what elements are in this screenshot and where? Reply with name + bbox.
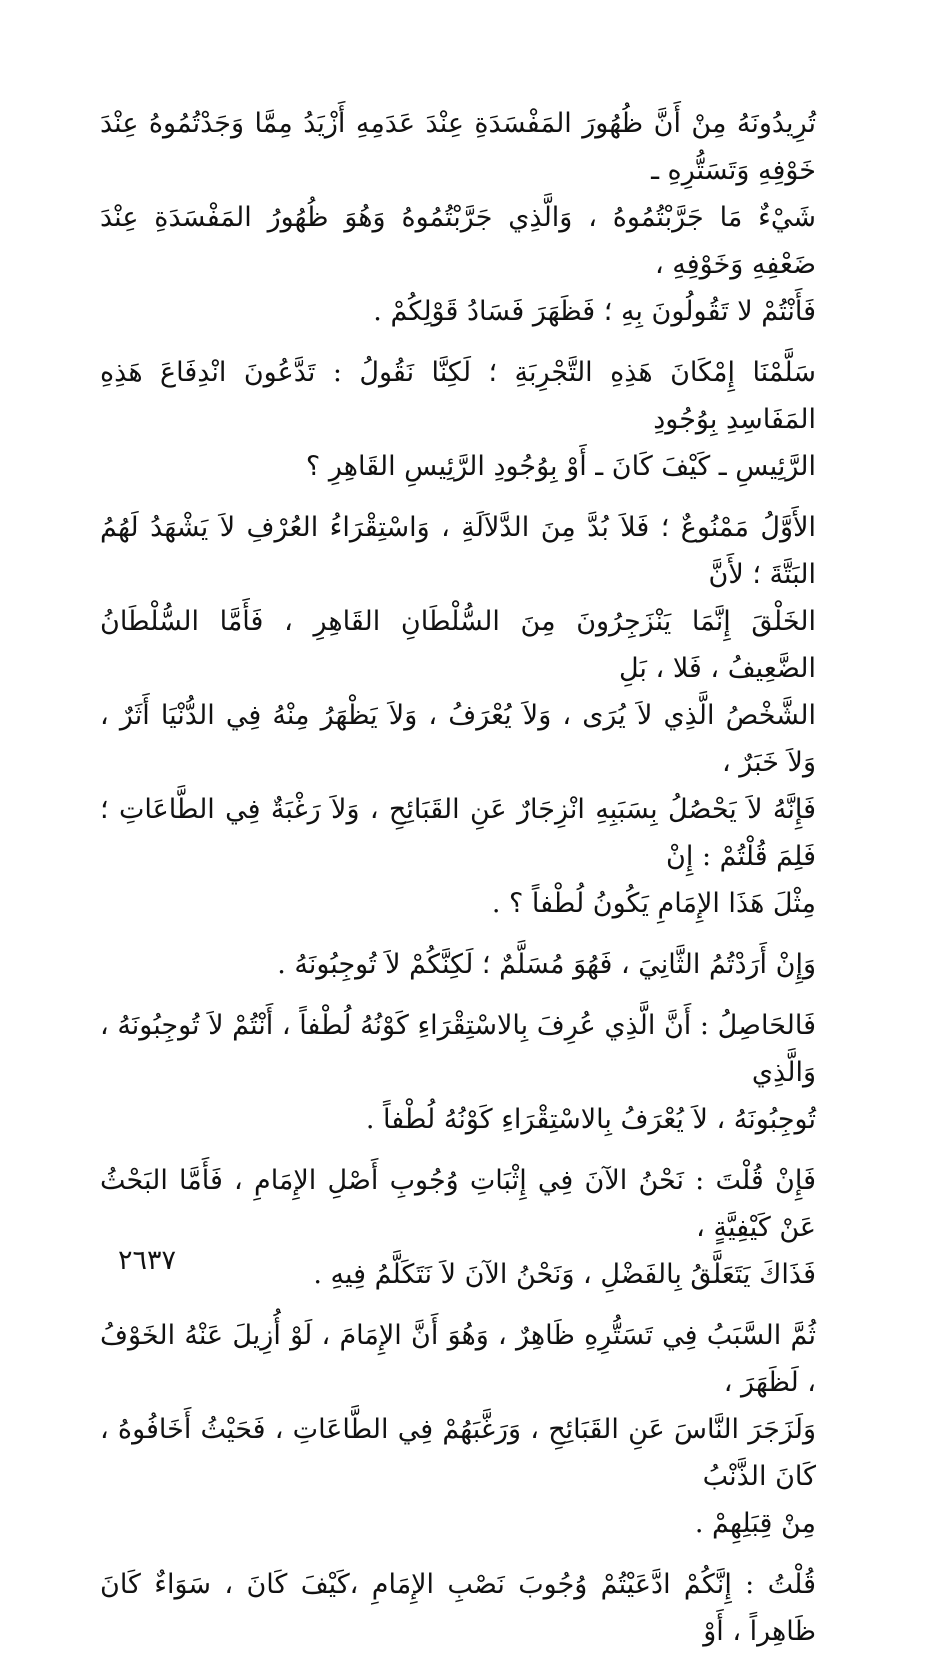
text-line: فَإِنْ قُلْتَ : نَحْنُ الآنَ فِي إِثْبَاتِ وُجُوبِ أَصْلِ الإِمَامِ ، فَأَمَّا البَحْثُ عَنْ كَيْفِيَّةٍ ، — [100, 1165, 816, 1243]
paragraph-5 — [100, 1002, 816, 1143]
paragraph-3 — [100, 504, 816, 927]
text-line: الرَّئِيسِ ـ كَيْفَ كَانَ ـ أَوْ بِوُجُودِ الرَّئِيسِ القَاهِرِ ؟ — [305, 451, 816, 482]
paragraph-7 — [100, 1312, 816, 1547]
text-line: تُوجِبُونَهُ ، لاَ يُعْرَفُ بِالاسْتِقْرَاءِ كَوْنُهُ لُطْفاً . — [365, 1104, 816, 1135]
text-line: قُلْتُ : إِنَّكُمْ ادَّعَيْتُمْ وُجُوبَ نَصْبِ الإِمَامِ ،كَيْفَ كَانَ ، سَوَاءٌ كَانَ ظَاهِراً ، أَوْ — [100, 1569, 816, 1647]
text-line: الأَوَّلُ مَمْنُوعٌ ؛ فَلاَ بُدَّ مِنَ الدَّلاَلَةِ ، وَاسْتِقْرَاءُ العُرْفِ لاَ يَشْهَدُ لَهُمُ البَتَّةَ ؛ لأَنَّ — [100, 512, 816, 590]
text-line: فَإِنَّهُ لاَ يَحْصُلُ بِسَبَبِهِ انْزِجَارٌ عَنِ القَبَائِحِ ، وَلاَ رَغْبَةٌ فِي الطَّاعَاتِ ؛ فَلِمَ قُلْتُمْ : إِنْ — [100, 794, 816, 872]
text-line: فَذَاكَ يَتَعَلَّقُ بِالفَضْلِ ، وَنَحْنُ الآنَ لاَ نَتَكَلَّمُ فِيهِ . — [313, 1259, 816, 1290]
text-line: ثُمَّ السَّبَبُ فِي تَسَتُّرِهِ ظَاهِرٌ ، وَهُوَ أَنَّ الإِمَامَ ، لَوْ أُزِيلَ عَنْهُ الخَوْفُ ، لَظَهَرَ ، — [100, 1320, 816, 1398]
text-line: فَالحَاصِلُ : أَنَّ الَّذِي عُرِفَ بِالاسْتِقْرَاءِ كَوْنُهُ لُطْفاً ، أَنْتُمْ لاَ تُوجِبُونَهُ ، وَالَّذِي — [100, 1010, 816, 1088]
paragraph-8 — [100, 1561, 816, 1655]
text-line: تُرِيدُونَهُ مِنْ أَنَّ ظُهُورَ المَفْسَدَةِ عِنْدَ عَدَمِهِ أَزْيَدُ مِمَّا وَجَدْتُمُوهُ عِنْدَ خَوْفِهِ وَتَسَتُّرِهِ ـ — [100, 108, 816, 186]
text-line: وَلَزَجَرَ النَّاسَ عَنِ القَبَائِحِ ، وَرَغَّبَهُمْ فِي الطَّاعَاتِ ، فَحَيْثُ أَخَافُوهُ ، كَانَ الذَّنْبُ — [100, 1414, 816, 1492]
page-number: ٢٦٣٧ — [118, 1245, 177, 1276]
text-line: سَلَّمْنَا إِمْكَانَ هَذِهِ التَّجْرِبَةِ ؛ لَكِنَّا نَقُولُ : تَدَّعُونَ انْدِفَاعَ هَذِهِ المَفَاسِدِ بِوُجُودِ — [100, 357, 816, 435]
paragraph-6 — [100, 1157, 816, 1298]
text-line: شَيْءٌ مَا جَرَّبْتُمُوهُ ، وَالَّذِي جَرَّبْتُمُوهُ وَهُوَ ظُهُورُ المَفْسَدَةِ عِنْدَ ضَعْفِهِ وَخَوْفِهِ ، — [100, 202, 816, 280]
paragraph-2 — [100, 349, 816, 490]
text-line: الخَلْقَ إِنَّمَا يَنْزَجِرُونَ مِنَ السُّلْطَانِ القَاهِرِ ، فَأَمَّا السُّلْطَانُ الضَّعِيفُ ، فَلا ، بَلِ — [100, 606, 816, 684]
text-line: مِنْ قِبَلِهِمْ . — [694, 1508, 816, 1539]
text-line: مِثْلَ هَذَا الإِمَامِ يَكُونُ لُطْفاً ؟ . — [491, 888, 816, 919]
text-line: الشَّخْصُ الَّذِي لاَ يُرَى ، وَلاَ يُعْرَفُ ، وَلاَ يَظْهَرُ مِنْهُ فِي الدُّنْيَا أَثَرٌ ، وَلاَ خَبَرٌ ، — [100, 700, 816, 778]
paragraph-1 — [100, 100, 816, 335]
text-line: وَإِنْ أَرَدْتُمُ الثَّانِيَ ، فَهُوَ مُسَلَّمٌ ؛ لَكِنَّكُمْ لاَ تُوجِبُونَهُ . — [277, 949, 816, 980]
paragraph-4 — [100, 941, 816, 988]
body-text — [100, 100, 816, 1669]
text-line: فَأَنْتُمْ لا تَقُولُونَ بِهِ ؛ فَظَهَرَ فَسَادُ قَوْلِكُمْ . — [373, 296, 816, 327]
